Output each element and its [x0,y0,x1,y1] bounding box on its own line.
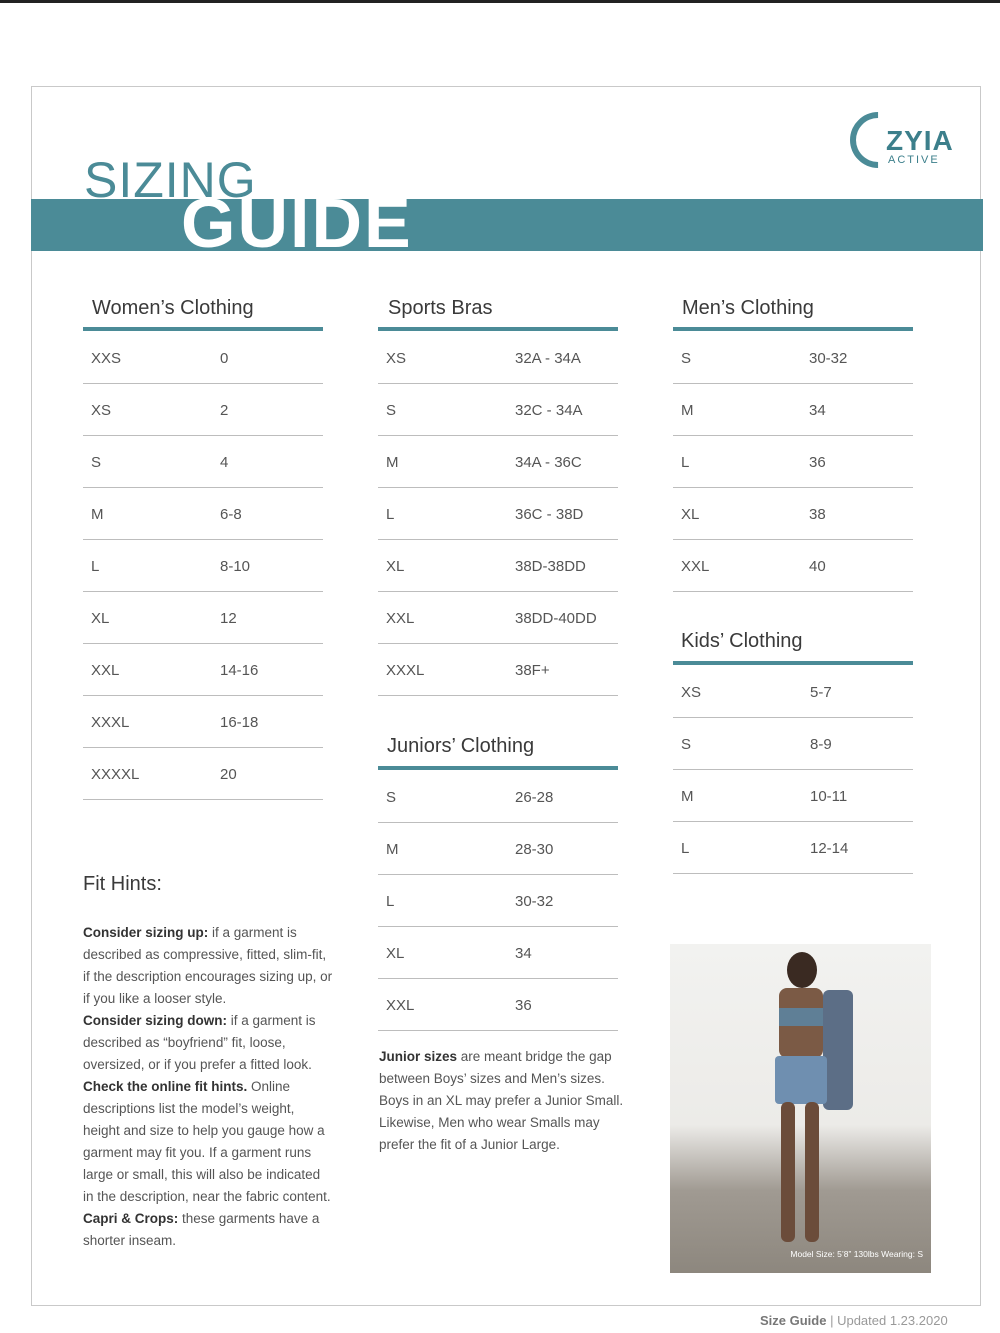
size-value: 16-18 [220,714,259,731]
bras-title: Sports Bras [388,297,493,319]
womens-title: Women’s Clothing [92,297,254,319]
size-row [378,488,618,540]
model-photo [670,944,931,1273]
juniors-title: Juniors’ Clothing [387,735,535,757]
size-label: XS [91,402,112,419]
size-value: 14-16 [220,662,259,679]
size-label: L [386,506,395,523]
top-border-line [0,0,1000,3]
size-label: S [386,789,397,806]
size-row [673,822,913,874]
size-label: M [681,788,694,805]
size-row [83,436,323,488]
size-row [378,332,618,384]
fit-hint-bold: Consider sizing up: [83,925,209,940]
size-value: 0 [220,350,229,367]
size-value: 40 [809,558,826,575]
size-row [83,332,323,384]
junior-note-bold: Junior sizes [379,1049,458,1064]
fit-hint [83,1010,333,1076]
size-label: XXXXL [91,766,140,783]
fit-hint [83,1076,333,1208]
size-row [673,666,913,718]
junior-note-text: are meant bridge the gap between Boys’ sizes and Men’s sizes. Boys in an XL may prefer a Junior Small. Likewise, Men who wear Smalls may prefer the fit of a Junior Large. [379,1049,624,1152]
size-value: 38DD-40DD [515,610,597,627]
size-label: L [386,893,395,910]
size-value: 10-11 [810,788,848,805]
size-label: XXL [386,610,415,627]
size-value: 5-7 [810,684,832,701]
size-label: M [386,454,399,471]
size-label: S [91,454,102,471]
size-row [673,770,913,822]
footer-separator: | [826,1313,838,1328]
size-row [673,436,913,488]
mens-title: Men’s Clothing [682,297,814,319]
size-row [83,644,323,696]
size-value: 38D-38DD [515,558,586,575]
size-row [673,384,913,436]
size-value: 8-9 [810,736,832,753]
size-label: XXL [91,662,120,679]
size-label: S [681,736,692,753]
zyia-logo [850,110,960,176]
size-row [673,540,913,592]
junior-note [379,1046,631,1156]
size-row [378,384,618,436]
model-jacket [823,990,853,1110]
size-label: XXXL [91,714,130,731]
size-label: XL [386,945,405,962]
size-value: 32C - 34A [515,402,583,419]
size-label: L [681,454,690,471]
size-row [378,540,618,592]
size-label: XS [681,684,702,701]
size-value: 36C - 38D [515,506,584,523]
size-value: 20 [220,766,237,783]
fit-hint-text: if a garment is described as compressive, fitted, slim-fit, if the description encourages sizing up, or if you like a looser style. [83,925,333,1006]
logo-wordmark: ZYIA [886,125,954,156]
size-value: 6-8 [220,506,242,523]
size-row [378,979,618,1031]
size-row [378,771,618,823]
photo-caption: Model Size: 5’8” 130lbs Wearing: S [790,1249,923,1259]
size-row [83,592,323,644]
size-label: XL [386,558,405,575]
fit-hints-body [83,922,333,1252]
logo-subtitle: ACTIVE [888,154,940,166]
fit-hint-text: these garments have a shorter inseam. [83,1211,320,1248]
fit-hints-title: Fit Hints: [83,873,162,895]
size-label: S [386,402,397,419]
size-value: 38 [809,506,826,523]
model-leg-left [781,1102,795,1242]
size-value: 12 [220,610,237,627]
size-value: 38F+ [515,662,550,679]
size-label: XS [386,350,407,367]
size-label: XXXL [386,662,425,679]
kids-title: Kids’ Clothing [681,630,803,652]
footer-updated: Updated 1.23.2020 [837,1313,948,1328]
kids-rule [673,661,913,665]
size-value: 30-32 [515,893,554,910]
womens-table [83,332,323,800]
size-row [378,875,618,927]
fit-hint [83,922,333,1010]
model-sports-bra [779,1008,823,1026]
size-label: L [91,558,100,575]
size-value: 28-30 [515,841,554,858]
size-row [673,718,913,770]
fit-hint-text: Online descriptions list the model’s weight, height and size to help you gauge how a garment may fit you. If a garment runs large or small, this will also be indicated in the description, near the fabric content. [83,1079,331,1204]
size-value: 36 [515,997,532,1014]
mens-table [673,332,913,592]
bras-table [378,332,618,696]
kids-table [673,666,913,874]
size-label: XL [91,610,110,627]
size-row [83,696,323,748]
size-label: XXS [91,350,122,367]
size-value: 36 [809,454,826,471]
size-label: M [681,402,694,419]
model-shorts [775,1056,827,1104]
size-value: 34A - 36C [515,454,582,471]
size-value: 34 [809,402,826,419]
size-label: L [681,840,690,857]
fit-hint-bold: Capri & Crops: [83,1211,179,1226]
title-sizing: SIZING [84,152,257,208]
juniors-rule [378,766,618,770]
size-value: 8-10 [220,558,251,575]
fit-hint-bold: Check the online fit hints. [83,1079,248,1094]
fit-hint [83,1208,333,1252]
size-row [673,332,913,384]
fit-hint-bold: Consider sizing down: [83,1013,227,1028]
size-row [83,384,323,436]
footer-label: Size Guide [760,1313,827,1328]
fit-hint-text: if a garment is described as “boyfriend” fit, loose, oversized, or if you prefer a fitted look. [83,1013,316,1072]
size-row [378,927,618,979]
mens-rule [673,327,913,331]
size-label: M [386,841,399,858]
size-label: XXL [681,558,710,575]
title-guide: GUIDE [181,184,413,262]
size-row [378,644,618,696]
size-value: 26-28 [515,789,554,806]
size-label: XL [681,506,700,523]
womens-rule [83,327,323,331]
juniors-table [378,771,618,1031]
model-head [787,952,817,988]
size-value: 30-32 [809,350,848,367]
size-row [378,592,618,644]
size-row [378,823,618,875]
size-row [673,488,913,540]
model-figure [765,952,845,1252]
size-value: 4 [220,454,229,471]
size-value: 2 [220,402,229,419]
size-value: 12-14 [810,840,849,857]
size-row [378,436,618,488]
bras-rule [378,327,618,331]
size-row [83,748,323,800]
size-value: 34 [515,945,532,962]
size-label: S [681,350,692,367]
size-row [83,488,323,540]
size-row [83,540,323,592]
model-leg-right [805,1102,819,1242]
footer [760,1313,948,1328]
size-value: 32A - 34A [515,350,581,367]
size-label: M [91,506,104,523]
size-label: XXL [386,997,415,1014]
